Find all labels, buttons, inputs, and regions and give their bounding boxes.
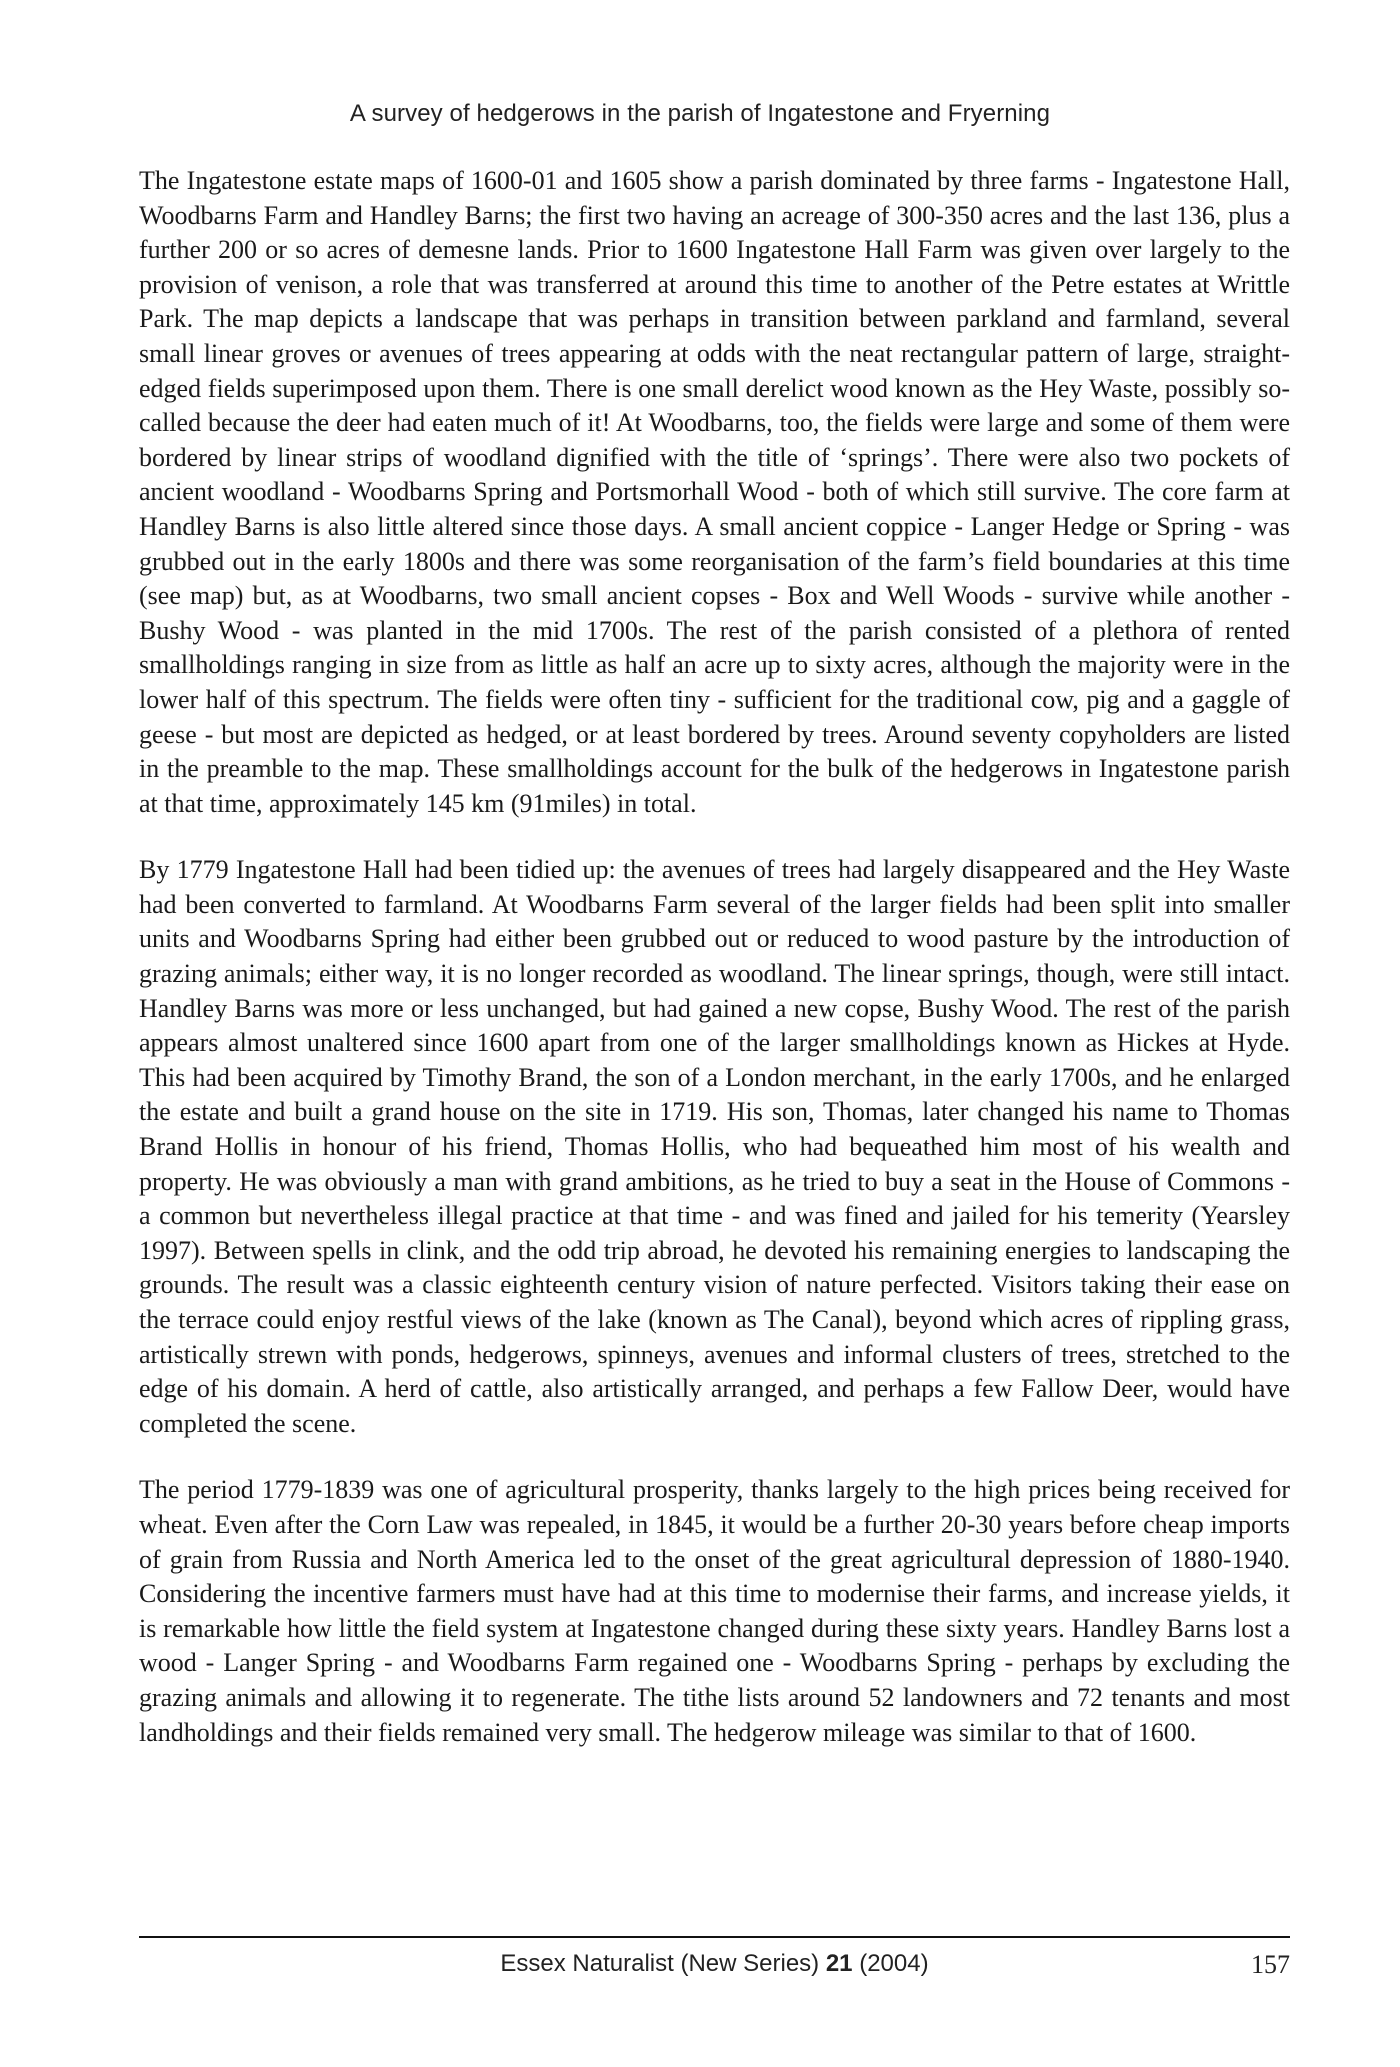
paragraph: By 1779 Ingatestone Hall had been tidied up: the avenues of trees had largely disappeared and the Hey Waste had been converted to farmland. At Woodbarns Farm several of the larger fields had been split into smaller units and Woodbarns Spring had either been grubbed out or reduced to wood pasture by the introduction of grazing animals; either way, it is no longer recorded as woodland. The linear springs, though, were still intact. Handley Barns was more or less unchanged, but had gained a new copse, Bushy Wood. The rest of the parish appears almost unaltered since 1600 apart from one of the larger smallholdings known as Hickes at Hyde. This had been acquired by Timothy Brand, the son of a London merchant, in the early 1700s, and he enlarged the estate and built a grand house on the site in 1719. His son, Thomas, later changed his name to Thomas Brand Hollis in honour of his friend, Thomas Hollis, who had bequeathed him most of his wealth and property. He was obviously a man with grand ambitions, as he tried to buy a seat in the House of Commons - a common but nevertheless illegal practice at that time - and was fined and jailed for his temerity (Yearsley 1997). Between spells in clink, and the odd trip abroad, he devoted his remaining energies to landscaping the grounds. The result was a classic eighteenth century vision of nature perfected. Visitors taking their ease on the terrace could enjoy restful views of the lake (known as The Canal), beyond which acres of rippling grass, artistically strewn with ponds, hedgerows, spinneys, avenues and informal clusters of trees, stretched to the edge of his domain. A herd of cattle, also artistically arranged, and perhaps a few Fallow Deer, would have completed the scene. <box>139 855 1290 1438</box>
paragraph: The Ingatestone estate maps of 1600-01 and 1605 show a parish dominated by three farms - Ingatestone Hall, Woodbarns Farm and Handley Barns; the first two having an acreage of 300-350 acres and the last 136, plus a further 200 or so acres of demesne lands. Prior to 1600 Ingatestone Hall Farm was given over largely to the provision of venison, a role that was transferred at around this time to another of the Petre estates at Writtle Park. The map depicts a landscape that was perhaps in transition between parkland and farmland, several small linear groves or avenues of trees appearing at odds with the neat rectangular pattern of large, straight-edged fields superimposed upon them. There is one small derelict wood known as the Hey Waste, possibly so-called because the deer had eaten much of it! At Woodbarns, too, the fields were large and some of them were bordered by linear strips of woodland dignified with the title of ‘springs’. There were also two pockets of ancient woodland - Woodbarns Spring and Portsmorhall Wood - both of which still survive. The core farm at Handley Barns is also little altered since those days. A small ancient coppice - Langer Hedge or Spring - was grubbed out in the early 1800s and there was some reorganisation of the farm’s field boundaries at this time (see map) but, as at Woodbarns, two small ancient copses - Box and Well Woods - survive while another - Bushy Wood - was planted in the mid 1700s. The rest of the parish consisted of a plethora of rented smallholdings ranging in size from as little as half an acre up to sixty acres, although the majority were in the lower half of this spectrum. The fields were often tiny - sufficient for the traditional cow, pig and a gaggle of geese - but most are depicted as hedged, or at least bordered by trees. Around seventy copyholders are listed in the preamble to the map. These smallholdings account for the bulk of the hedgerows in Ingatestone parish at that time, approximately 145 km (91miles) in total. <box>139 166 1290 818</box>
paragraph: The period 1779-1839 was one of agricultural prosperity, thanks largely to the high prices being received for wheat. Even after the Corn Law was repealed, in 1845, it would be a further 20-30 years before cheap imports of grain from Russia and North America led to the onset of the great agricultural depression of 1880-1940. Considering the incentive farmers must have had at this time to modernise their farms, and increase yields, it is remarkable how little the field system at Ingatestone changed during these sixty years. Handley Barns lost a wood - Langer Spring - and Woodbarns Farm regained one - Woodbarns Spring - perhaps by excluding the grazing animals and allowing it to regenerate. The tithe lists around 52 landowners and 72 tenants and most landholdings and their fields remained very small. The hedgerow mileage was similar to that of 1600. <box>139 1475 1290 1747</box>
article-body <box>139 164 1290 1750</box>
journal-name: Essex Naturalist (New Series) <box>500 1950 826 1977</box>
footer-rule <box>139 1936 1290 1938</box>
journal-citation <box>139 1950 1290 1978</box>
journal-volume: 21 <box>825 1950 853 1977</box>
page-footer <box>139 1950 1290 1984</box>
page-number: 157 <box>1251 1950 1290 1979</box>
journal-year: (2004) <box>852 1950 929 1977</box>
running-head: A survey of hedgerows in the parish of Ingatestone and Fryerning <box>349 100 1051 127</box>
